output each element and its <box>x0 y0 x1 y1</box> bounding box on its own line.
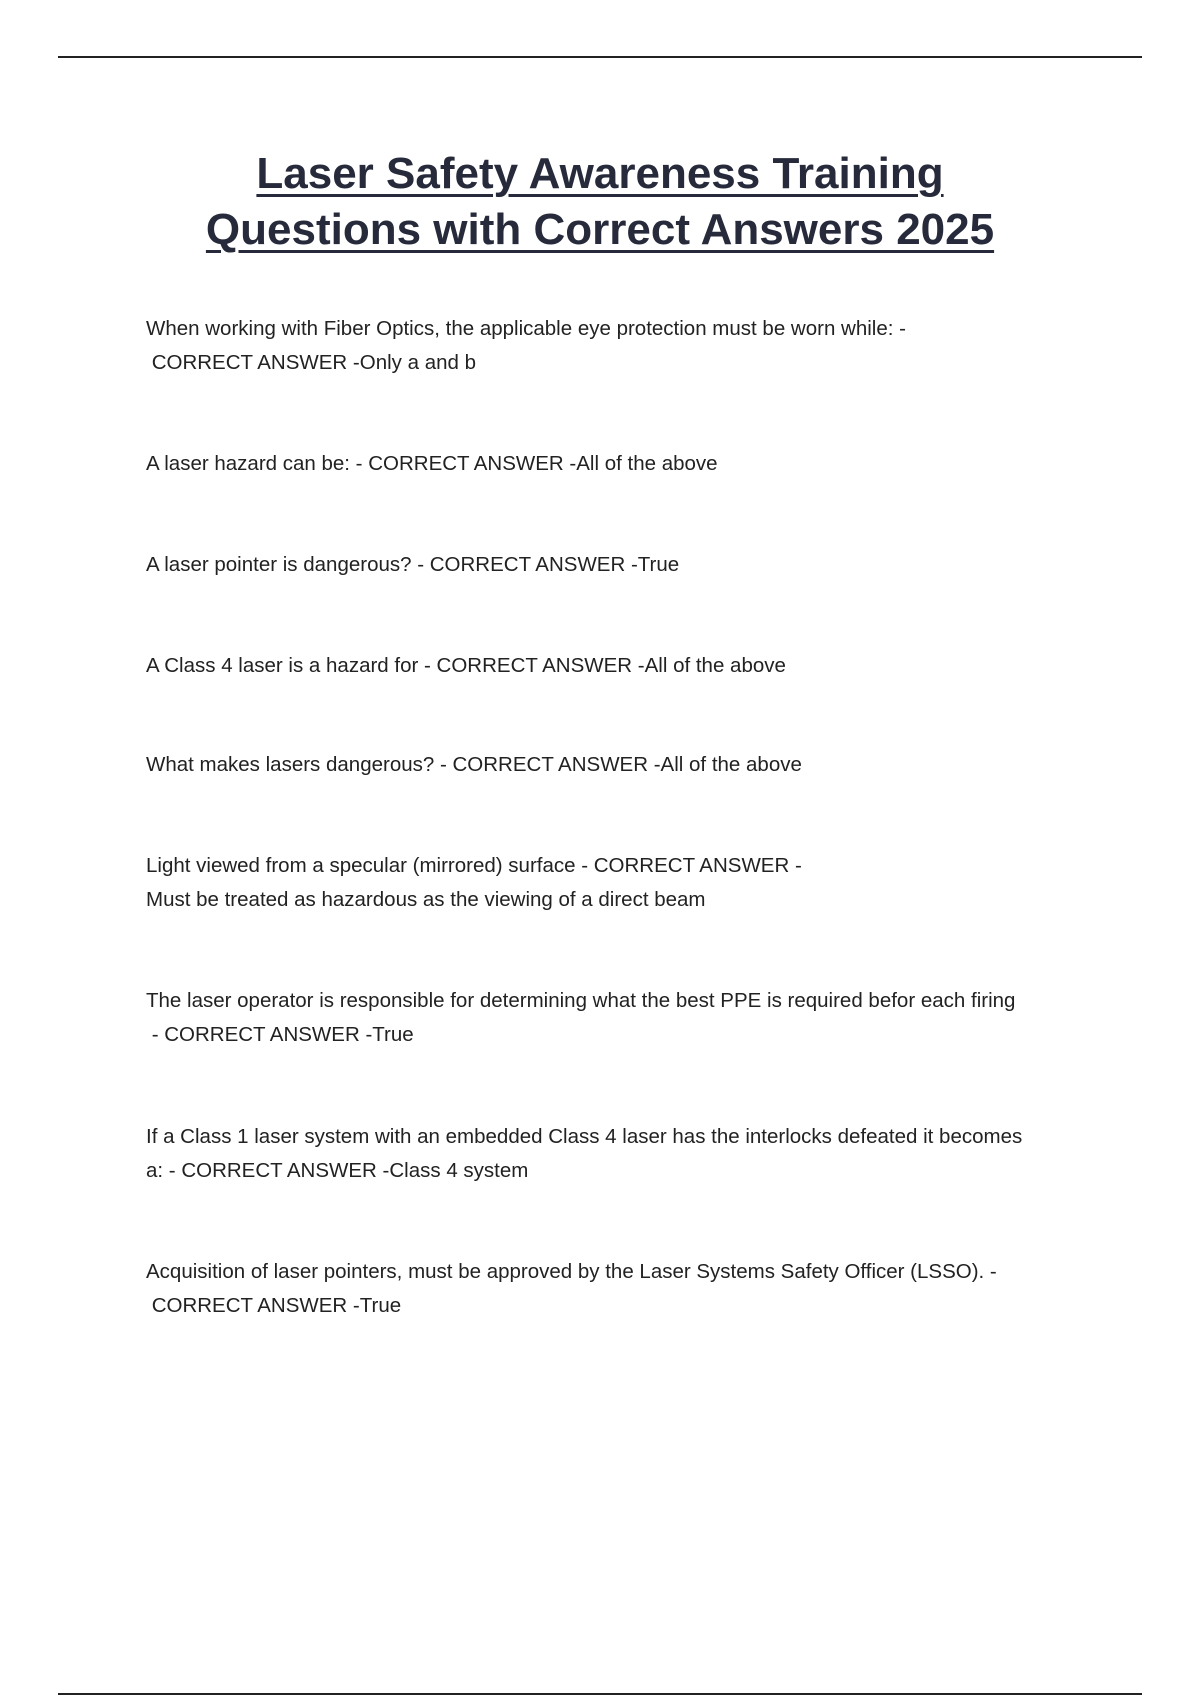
question-item: A laser pointer is dangerous? - CORRECT ANSWER -True <box>146 553 680 576</box>
document-title <box>0 146 1200 258</box>
question-item: What makes lasers dangerous? - CORRECT ANSWER -All of the above <box>146 753 802 776</box>
title-line-1: Laser Safety Awareness Training <box>256 149 944 198</box>
title-line-2: Questions with Correct Answers 2025 <box>205 205 995 254</box>
question-item: A Class 4 laser is a hazard for - CORRECT ANSWER -All of the above <box>146 654 786 677</box>
question-item: Light viewed from a specular (mirrored) surface - CORRECT ANSWER - Must be treated as hazardous as the viewing of a direct beam <box>146 854 802 911</box>
question-item: If a Class 1 laser system with an embedded Class 4 laser has the interlocks defeated it becomes a: - CORRECT ANSWER -Class 4 system <box>146 1125 1023 1182</box>
question-item: A laser hazard can be: - CORRECT ANSWER -All of the above <box>146 452 718 475</box>
question-item: When working with Fiber Optics, the applicable eye protection must be worn while: - CORRECT ANSWER -Only a and b <box>146 317 906 374</box>
top-divider <box>58 56 1142 58</box>
question-item: Acquisition of laser pointers, must be approved by the Laser Systems Safety Officer (LSSO). - CORRECT ANSWER -True <box>146 1260 997 1317</box>
question-item: The laser operator is responsible for determining what the best PPE is required befor each firing - CORRECT ANSWER -True <box>146 989 1016 1046</box>
bottom-divider <box>58 1693 1142 1695</box>
